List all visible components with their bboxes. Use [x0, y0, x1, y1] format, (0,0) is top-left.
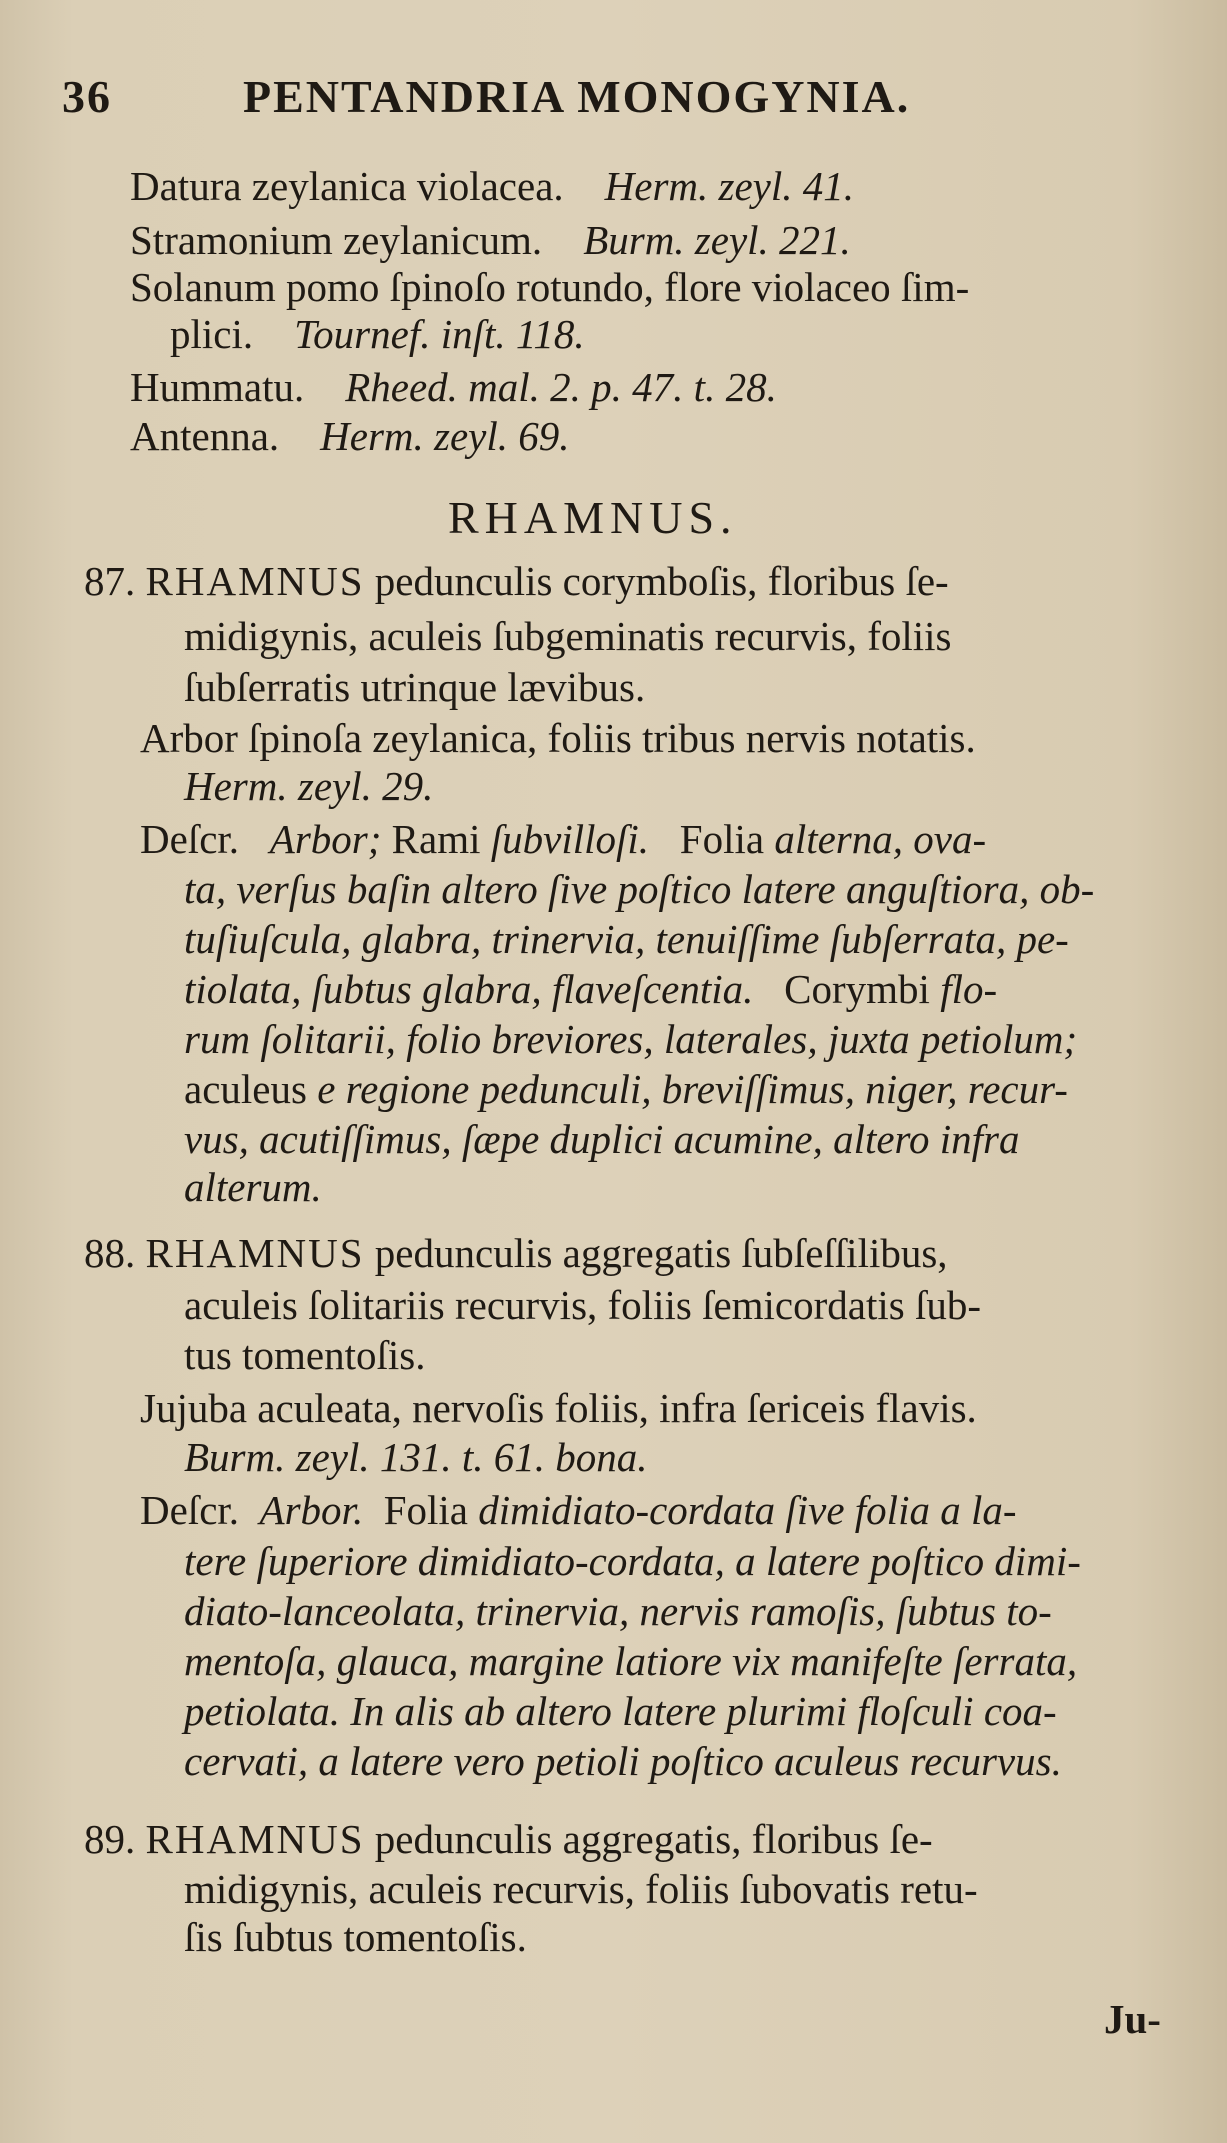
synonym-line: Datura zeylanica violacea. Herm. zeyl. 41. — [130, 163, 855, 209]
species-diagnosis-line: aculeis ſolitariis recurvis, foliis ſemicordatis ſub- — [184, 1282, 982, 1328]
description-line: alterum. — [184, 1164, 322, 1210]
synonym-line: Solanum pomo ſpinoſo rotundo, flore violaceo ſim- — [130, 264, 970, 310]
species-diagnosis-line: 87. RHAMNUS pedunculis corymboſis, floribus ſe- — [84, 558, 949, 604]
description-line: cervati, a latere vero petioli poſtico aculeus recurvus. — [184, 1738, 1062, 1784]
synonym-line: Antenna. Herm. zeyl. 69. — [130, 413, 570, 459]
description-line: tuſiuſcula, glabra, trinervia, tenuiſſime ſubſerrata, pe- — [184, 916, 1069, 962]
description-line: diato-lanceolata, trinervia, nervis ramoſis, ſubtus to- — [184, 1588, 1052, 1634]
species-diagnosis-line: midigynis, aculeis ſubgeminatis recurvis, foliis — [184, 613, 952, 659]
running-title: PENTANDRIA MONOGYNIA. — [243, 71, 911, 122]
description-line: tere ſuperiore dimidiato-cordata, a latere poſtico dimi- — [184, 1538, 1081, 1584]
species-number: 89. — [84, 1816, 136, 1862]
genus-name: RHAMNUS — [145, 558, 365, 604]
species-diagnosis-line: ſis ſubtus tomentoſis. — [184, 1914, 527, 1960]
genus-name: RHAMNUS — [145, 1816, 365, 1862]
synonym-reference: Herm. zeyl. 29. — [184, 763, 434, 809]
page-number: 36 — [62, 71, 112, 122]
species-diagnosis-line: 89. RHAMNUS pedunculis aggregatis, floribus ſe- — [84, 1816, 933, 1862]
species-number: 88. — [84, 1230, 136, 1276]
description-line: aculeus e regione pedunculi, breviſſimus, niger, recur- — [184, 1066, 1068, 1112]
description-line: petiolata. In alis ab altero latere plurimi floſculi coa- — [184, 1688, 1057, 1734]
description-line: ta, verſus baſin altero ſive poſtico latere anguſtiora, ob- — [184, 866, 1095, 912]
species-diagnosis-line: 88. RHAMNUS pedunculis aggregatis ſubſeſſilibus, — [84, 1230, 948, 1276]
description-line: Deſcr. Arbor. Folia dimidiato-cordata ſive folia a la- — [140, 1487, 1017, 1533]
species-number: 87. — [84, 558, 136, 604]
synonym-reference: Burm. zeyl. 131. t. 61. bona. — [184, 1434, 648, 1480]
description-line: mentoſa, glauca, margine latiore vix manifeſte ſerrata, — [184, 1638, 1078, 1684]
description-line: Deſcr. Arbor; Rami ſubvilloſi. Folia alterna, ova- — [140, 816, 987, 862]
synonym-line: Hummatu. Rheed. mal. 2. p. 47. t. 28. — [130, 364, 777, 410]
genus-heading: RHAMNUS. — [448, 492, 738, 543]
description-line: vus, acutiſſimus, ſæpe duplici acumine, altero infra — [184, 1116, 1020, 1162]
description-line: tiolata, ſubtus glabra, flaveſcentia. Corymbi flo- — [184, 966, 998, 1012]
genus-name: RHAMNUS — [145, 1230, 365, 1276]
species-diagnosis-line: tus tomentoſis. — [184, 1332, 426, 1378]
synonym-line: plici. Tournef. inſt. 118. — [170, 311, 585, 357]
species-diagnosis-line: midigynis, aculeis recurvis, foliis ſubovatis retu- — [184, 1866, 978, 1912]
description-line: rum ſolitarii, folio breviores, laterales, juxta petiolum; — [184, 1016, 1078, 1062]
species-synonym: Arbor ſpinoſa zeylanica, foliis tribus nervis notatis. — [140, 715, 976, 761]
species-diagnosis-line: ſubſerratis utrinque lævibus. — [184, 664, 646, 710]
synonym-line: Stramonium zeylanicum. Burm. zeyl. 221. — [130, 217, 851, 263]
catchword: Ju- — [1104, 1996, 1161, 2042]
species-synonym: Jujuba aculeata, nervoſis foliis, infra ſericeis flavis. — [140, 1385, 977, 1431]
